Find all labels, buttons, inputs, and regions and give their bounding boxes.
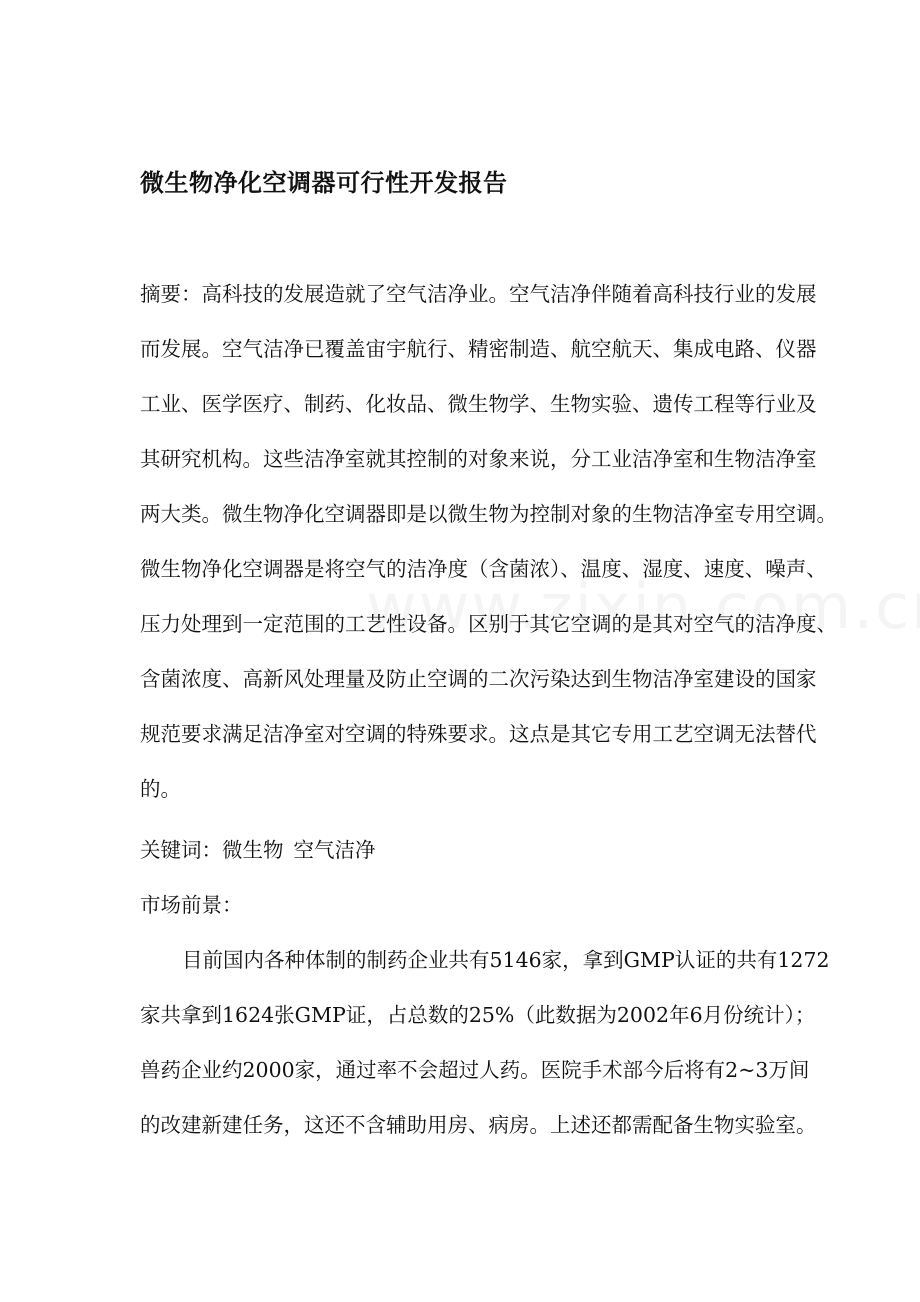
market-line: 家共拿到1624张GMP证，占总数的25%（此数据为2002年6月份统计）； [140,1003,816,1027]
abstract-line: 两大类。微生物净化空调器即是以微生物为控制对象的生物洁净室专用空调。 [140,502,837,526]
abstract-line: 摘要：高科技的发展造就了空气洁净业。空气洁净伴随着高科技行业的发展 [140,282,817,306]
market-line: 目前国内各种体制的制药企业共有5146家，拿到GMP认证的共有1272 [182,948,830,972]
keyword-item: 微生物 [222,838,284,862]
abstract-line: 工业、医学医疗、制药、化妆品、微生物学、生物实验、遗传工程等行业及 [140,392,817,416]
abstract-line: 含菌浓度、高新风处理量及防止空调的二次污染达到生物洁净室建设的国家 [140,667,817,691]
abstract-line: 而发展。空气洁净已覆盖宙宇航行、精密制造、航空航天、集成电路、仪器 [140,337,817,361]
abstract-line: 微生物净化空调器是将空气的洁净度（含菌浓）、温度、湿度、速度、噪声、 [140,557,827,581]
market-line: 兽药企业约2000家，通过率不会超过人药。医院手术部今后将有2~3万间 [140,1058,810,1082]
market-heading: 市场前景： [140,893,243,917]
keywords-line [140,836,386,864]
abstract-line: 的。 [140,777,181,801]
keywords-label: 关键词： [140,838,222,862]
document-title: 微生物净化空调器可行性开发报告 [140,169,508,197]
abstract-section [140,280,852,830]
abstract-line: 其研究机构。这些洁净室就其控制的对象来说，分工业洁净室和生物洁净室 [140,447,817,471]
abstract-line: 规范要求满足洁净室对空调的特殊要求。这点是其它专用工艺空调无法替代 [140,722,817,746]
market-section [140,946,852,1166]
keyword-item: 空气洁净 [293,838,376,862]
market-line: 的改建新建任务，这还不含辅助用房、病房。上述还都需配备生物实验室。 [140,1113,817,1137]
abstract-line: 压力处理到一定范围的工艺性设备。区别于其它空调的是其对空气的洁净度、 [140,612,837,636]
